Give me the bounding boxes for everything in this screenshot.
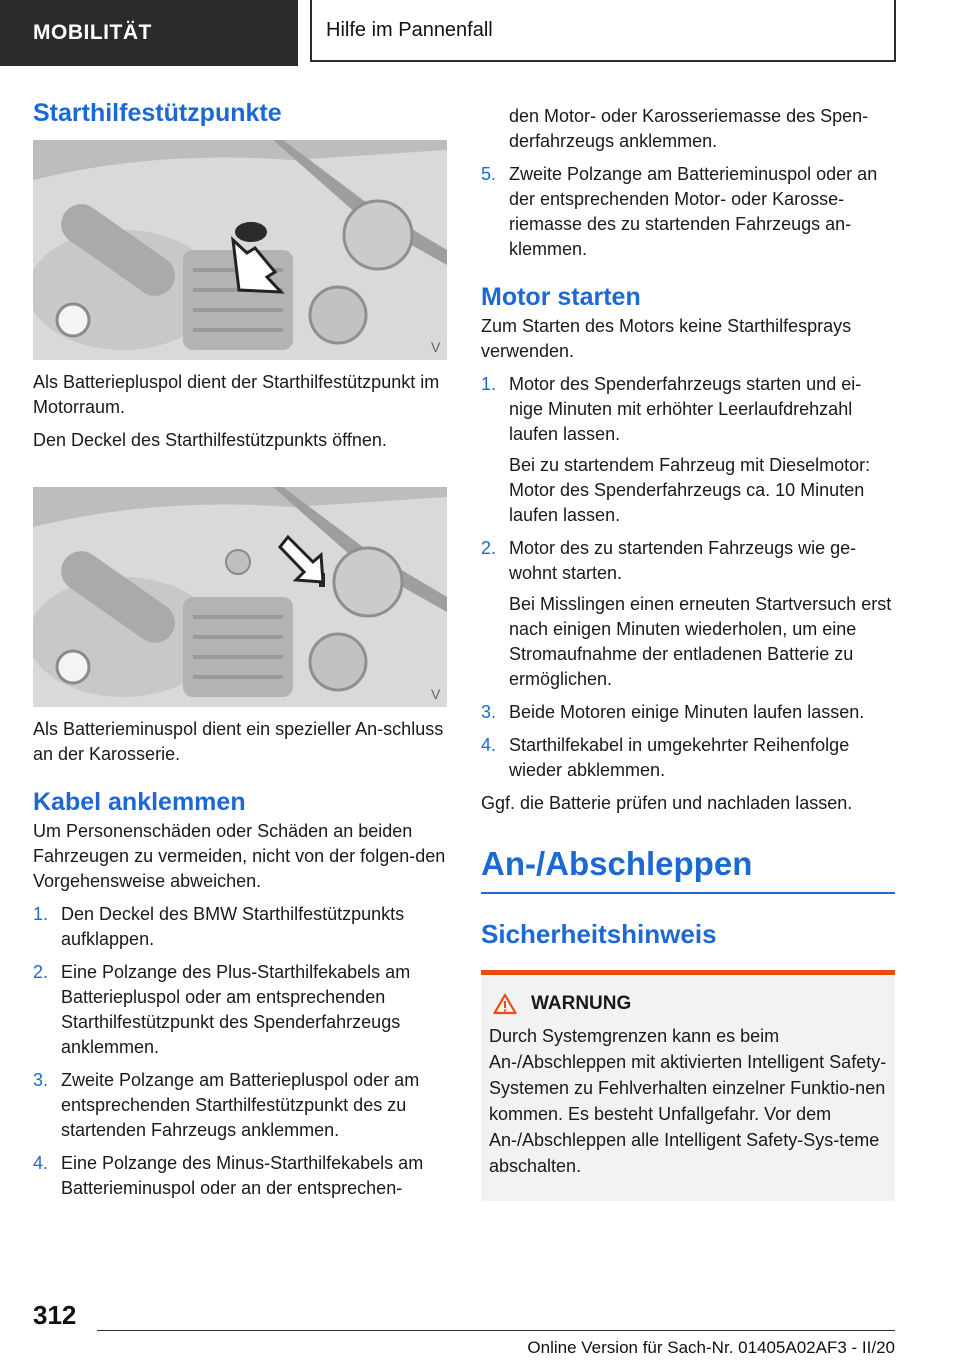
- list-item: [481, 372, 895, 528]
- list-item: [33, 960, 447, 1060]
- chapter-tab: Hilfe im Pannenfall: [310, 0, 896, 62]
- list-item: [33, 1151, 447, 1201]
- step-number: 1.: [33, 904, 49, 924]
- step-text: Eine Polzange des Plus-Starthilfekabels am Batteriepluspol oder am entsprechenden Starthilfestützpunkt des Spenderfahrzeugs anklemmen.: [61, 962, 411, 1057]
- svg-text:V: V: [431, 339, 441, 355]
- warning-triangle-icon: [493, 993, 517, 1015]
- step-text: Zweite Polzange am Batteriepluspol oder am entsprechenden Starthilfestützpunkt des zu startenden Fahrzeugs anklemmen.: [61, 1070, 420, 1140]
- step-number: 4.: [33, 1153, 49, 1173]
- left-column: [33, 96, 447, 1209]
- engine-photo-minus-pole: [33, 487, 447, 707]
- heading-motor-starten: Motor starten: [481, 283, 641, 311]
- warning-box: [481, 970, 895, 1201]
- engine-photo-plus-pole: [33, 140, 447, 360]
- right-column: [481, 104, 895, 1201]
- list-item: [33, 1068, 447, 1143]
- step-number: 4.: [481, 735, 497, 755]
- list-item: [481, 733, 895, 783]
- heading-starthilfestuetzpunkte: Starthilfestützpunkte: [33, 99, 282, 127]
- list-item: [481, 700, 895, 725]
- paragraph-vorgehensweise: Um Personenschäden oder Schäden an beiden Fahrzeugen zu vermeiden, nicht von der folgen-den Vorgehensweise abweichen.: [33, 821, 446, 891]
- step-note: Bei zu startendem Fahrzeug mit Dieselmotor: Motor des Spenderfahrzeugs ca. 10 Minuten laufen lassen.: [509, 455, 871, 525]
- paragraph-batterie-pruefen: Ggf. die Batterie prüfen und nachladen lassen.: [481, 793, 853, 813]
- step-text: den Motor- oder Karosseriemasse des Spen-derfahrzeugs anklemmen.: [509, 106, 869, 151]
- step-text: Den Deckel des BMW Starthilfestützpunkts aufklappen.: [61, 904, 405, 949]
- paragraph-starthilfesprays: Zum Starten des Motors keine Starthilfesprays verwenden.: [481, 316, 852, 361]
- footer-version: Online Version für Sach-Nr. 01405A02AF3 - II/20: [527, 1338, 895, 1357]
- step-number: 3.: [33, 1070, 49, 1090]
- step-text: Zweite Polzange am Batterieminuspol oder an der entsprechenden Motor- oder Karosse-riemasse des zu startenden Fahrzeugs an-klemmen.: [509, 164, 878, 259]
- footer-divider: [97, 1330, 895, 1331]
- steps-kabel-anklemmen-continued: [481, 104, 895, 262]
- heading-an-abschleppen: An-/Abschleppen: [481, 842, 895, 894]
- section-tab: MOBILITÄT: [0, 0, 298, 66]
- steps-kabel-anklemmen: [33, 902, 447, 1201]
- step-number: 5.: [481, 164, 497, 184]
- step-number: 2.: [33, 962, 49, 982]
- paragraph-pluspol: Als Batteriepluspol dient der Starthilfestützpunkt im Motorraum.: [33, 372, 440, 417]
- page-header: [0, 0, 960, 66]
- warning-text: Durch Systemgrenzen kann es beim An-/Abschleppen mit aktivierten Intelligent Safety-Systemen zu Fehlverhalten einzelner Funktio-nen kommen. Es besteht Unfallgefahr. Vor dem An-/Abschleppen alle Intelligent Safety-Sys-teme abschalten.: [489, 1026, 887, 1176]
- step-note: Bei Misslingen einen erneuten Startversuch erst nach einigen Minuten wiederholen, um eine Stromaufnahme der entladenen Batterie zu ermöglichen.: [509, 594, 892, 689]
- step-text: Beide Motoren einige Minuten laufen lassen.: [509, 702, 865, 722]
- list-item: [33, 902, 447, 952]
- warning-label: WARNUNG: [531, 993, 632, 1014]
- list-item: [481, 162, 895, 262]
- step-text: Motor des zu startenden Fahrzeugs wie ge-wohnt starten.: [509, 538, 857, 583]
- paragraph-minuspol: Als Batterieminuspol dient ein spezieller An-schluss an der Karosserie.: [33, 719, 444, 764]
- warning-title: [489, 993, 887, 1015]
- heading-sicherheitshinweis: Sicherheitshinweis: [481, 919, 717, 949]
- step-text: Eine Polzange des Minus-Starthilfekabels am Batterieminuspol oder an der entsprechen-: [61, 1153, 424, 1198]
- heading-kabel-anklemmen: Kabel anklemmen: [33, 788, 246, 816]
- step-text: Starthilfekabel in umgekehrter Reihenfolge wieder abklemmen.: [509, 735, 850, 780]
- paragraph-deckel: Den Deckel des Starthilfestützpunkts öffnen.: [33, 430, 387, 450]
- list-item: [481, 536, 895, 692]
- step-text: Motor des Spenderfahrzeugs starten und ei-nige Minuten mit erhöhter Leerlaufdrehzahl laufen lassen.: [509, 374, 862, 444]
- steps-motor-starten: [481, 372, 895, 783]
- step-number: 1.: [481, 374, 497, 394]
- list-item: [481, 104, 895, 154]
- step-number: 3.: [481, 702, 497, 722]
- page-number: 312: [33, 1300, 77, 1330]
- step-number: 2.: [481, 538, 497, 558]
- svg-text:V: V: [431, 686, 441, 702]
